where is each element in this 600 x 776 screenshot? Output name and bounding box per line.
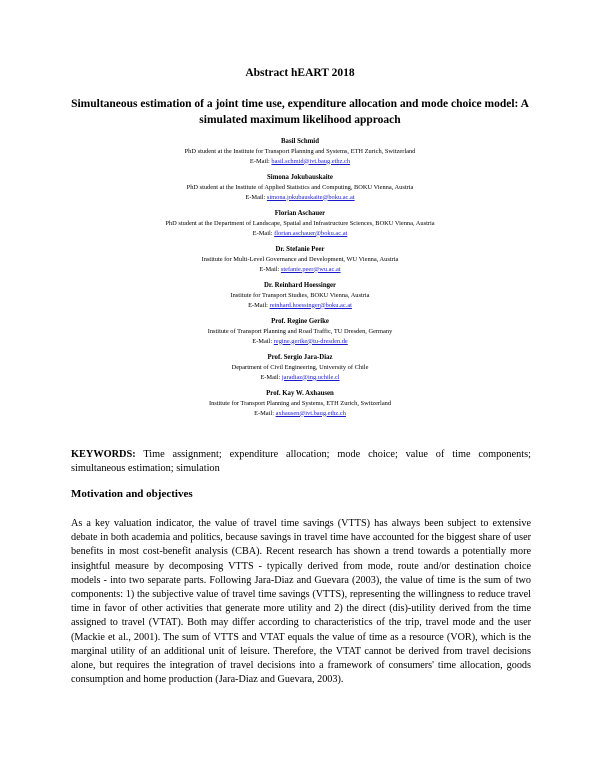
email-link[interactable]: reinhard.hoessinger@boku.ac.at [269,301,352,309]
author-block [0,209,600,238]
email-label: E-Mail: [248,301,268,309]
author-affiliation: PhD student at the Department of Landscape, Spatial and Infrastructure Sciences, BOKU Vienna, Austria [165,220,435,227]
author-email-row [0,193,600,203]
author-block [0,281,600,310]
author-block [0,353,600,382]
email-label: E-Mail: [260,373,281,381]
keywords-text: Time assignment; expenditure allocation; mode choice; value of time components; simultaneous estimation; simulation [71,449,531,474]
author-affiliation: Institute for Multi-Level Governance and Development, WU Vienna, Austria [201,256,399,263]
author-email-row [0,301,600,311]
paper-title: Simultaneous estimation of a joint time use, expenditure allocation and mode choice model: A simulated maximum likelihood approach [71,98,529,126]
email-link[interactable]: stefanie.peer@wu.ac.at [280,265,341,273]
author-name: Dr. Stefanie Peer [275,246,325,253]
author-name: Simona Jokubauskaite [267,174,333,181]
author-email-row [0,337,600,347]
email-label: E-Mail: [259,265,280,273]
conference-heading: Abstract hEART 2018 [245,67,355,79]
author-block [0,173,600,202]
email-label: E-Mail: [249,157,270,165]
author-email-row [0,409,600,419]
email-label: E-Mail: [252,229,273,237]
author-name: Dr. Reinhard Hoessinger [263,282,337,289]
author-name: Basil Schmid [281,138,319,145]
author-block [0,389,600,418]
body-paragraph: As a key valuation indicator, the value of travel time savings (VTTS) has always been subject to extensive debate in both academia and politics, because savings in travel time have accounted for the biggest share of user benefits in most cost-benefit analysis (CBA). Recent research has shown a trend towards a potentially more insightful measure by decomposing VTTS - typically derived from mode, route and/or destination choice models - into two separate parts. Following Jara-Diaz and Guevara (2003), the value of time is the sum of two components: 1) the subjective value of travel time savings (VTTS), representing the willingness to reduce travel time in favor of other activities that generate more utility and 2) the direct (dis)-utility derived from the time assigned to travel (VTAT). Both may differ according to characteristics of the trip, travel mode and the user (Mackie et al., 2001). The sum of VTTS and VTAT equals the value of time as a resource (VOR), which is the marginal utility of an additional unit of leisure. Therefore, the VTAT cannot be derived from travel decisions alone, but requires the integration of travel decisions into a framework of consumers' time allocation, goods consumption and home production (Jara-Diaz and Guevara, 2003). [71,518,531,686]
keywords-label: KEYWORDS: [71,449,136,460]
email-link[interactable]: simona.jokubauskaite@boku.ac.at [266,193,355,201]
author-email-row [0,373,600,383]
author-list [0,137,600,425]
author-affiliation: Institute for Transport Studies, BOKU Vienna, Austria [230,292,370,299]
author-email-row [0,229,600,239]
email-link[interactable]: axhausen@ivt.baug.ethz.ch [275,409,346,417]
author-name: Florian Aschauer [274,210,326,217]
author-block [0,317,600,346]
email-label: E-Mail: [245,193,266,201]
email-link[interactable]: regine.gerike@tu-dresden.de [273,337,348,345]
keywords-paragraph [71,448,531,476]
author-email-row [0,157,600,167]
author-email-row [0,265,600,275]
email-label: E-Mail: [254,409,274,417]
author-affiliation: PhD student at the Institute of Applied Statistics and Computing, BOKU Vienna, Austria [186,184,414,191]
author-affiliation: Department of Civil Engineering, University of Chile [231,364,369,371]
section-heading: Motivation and objectives [71,488,193,500]
author-affiliation: PhD student at the Institute for Transport Planning and Systems, ETH Zurich, Switzerland [184,148,416,155]
email-label: E-Mail: [252,337,273,345]
author-affiliation: Institute for Transport Planning and Systems, ETH Zurich, Switzerland [208,400,392,407]
author-name: Prof. Kay W. Axhausen [266,390,334,397]
author-block [0,137,600,166]
author-affiliation: Institute of Transport Planning and Road Traffic, TU Dresden, Germany [207,328,393,335]
author-name: Prof. Sergio Jara-Diaz [267,354,333,361]
email-link[interactable]: jaradiaz@ing.uchile.cl [281,373,340,381]
author-name: Prof. Regine Gerike [271,318,329,325]
email-link[interactable]: florian.aschauer@boku.ac.at [274,229,348,237]
email-link[interactable]: basil.schmid@ivt.baug.ethz.ch [271,157,351,165]
author-block [0,245,600,274]
